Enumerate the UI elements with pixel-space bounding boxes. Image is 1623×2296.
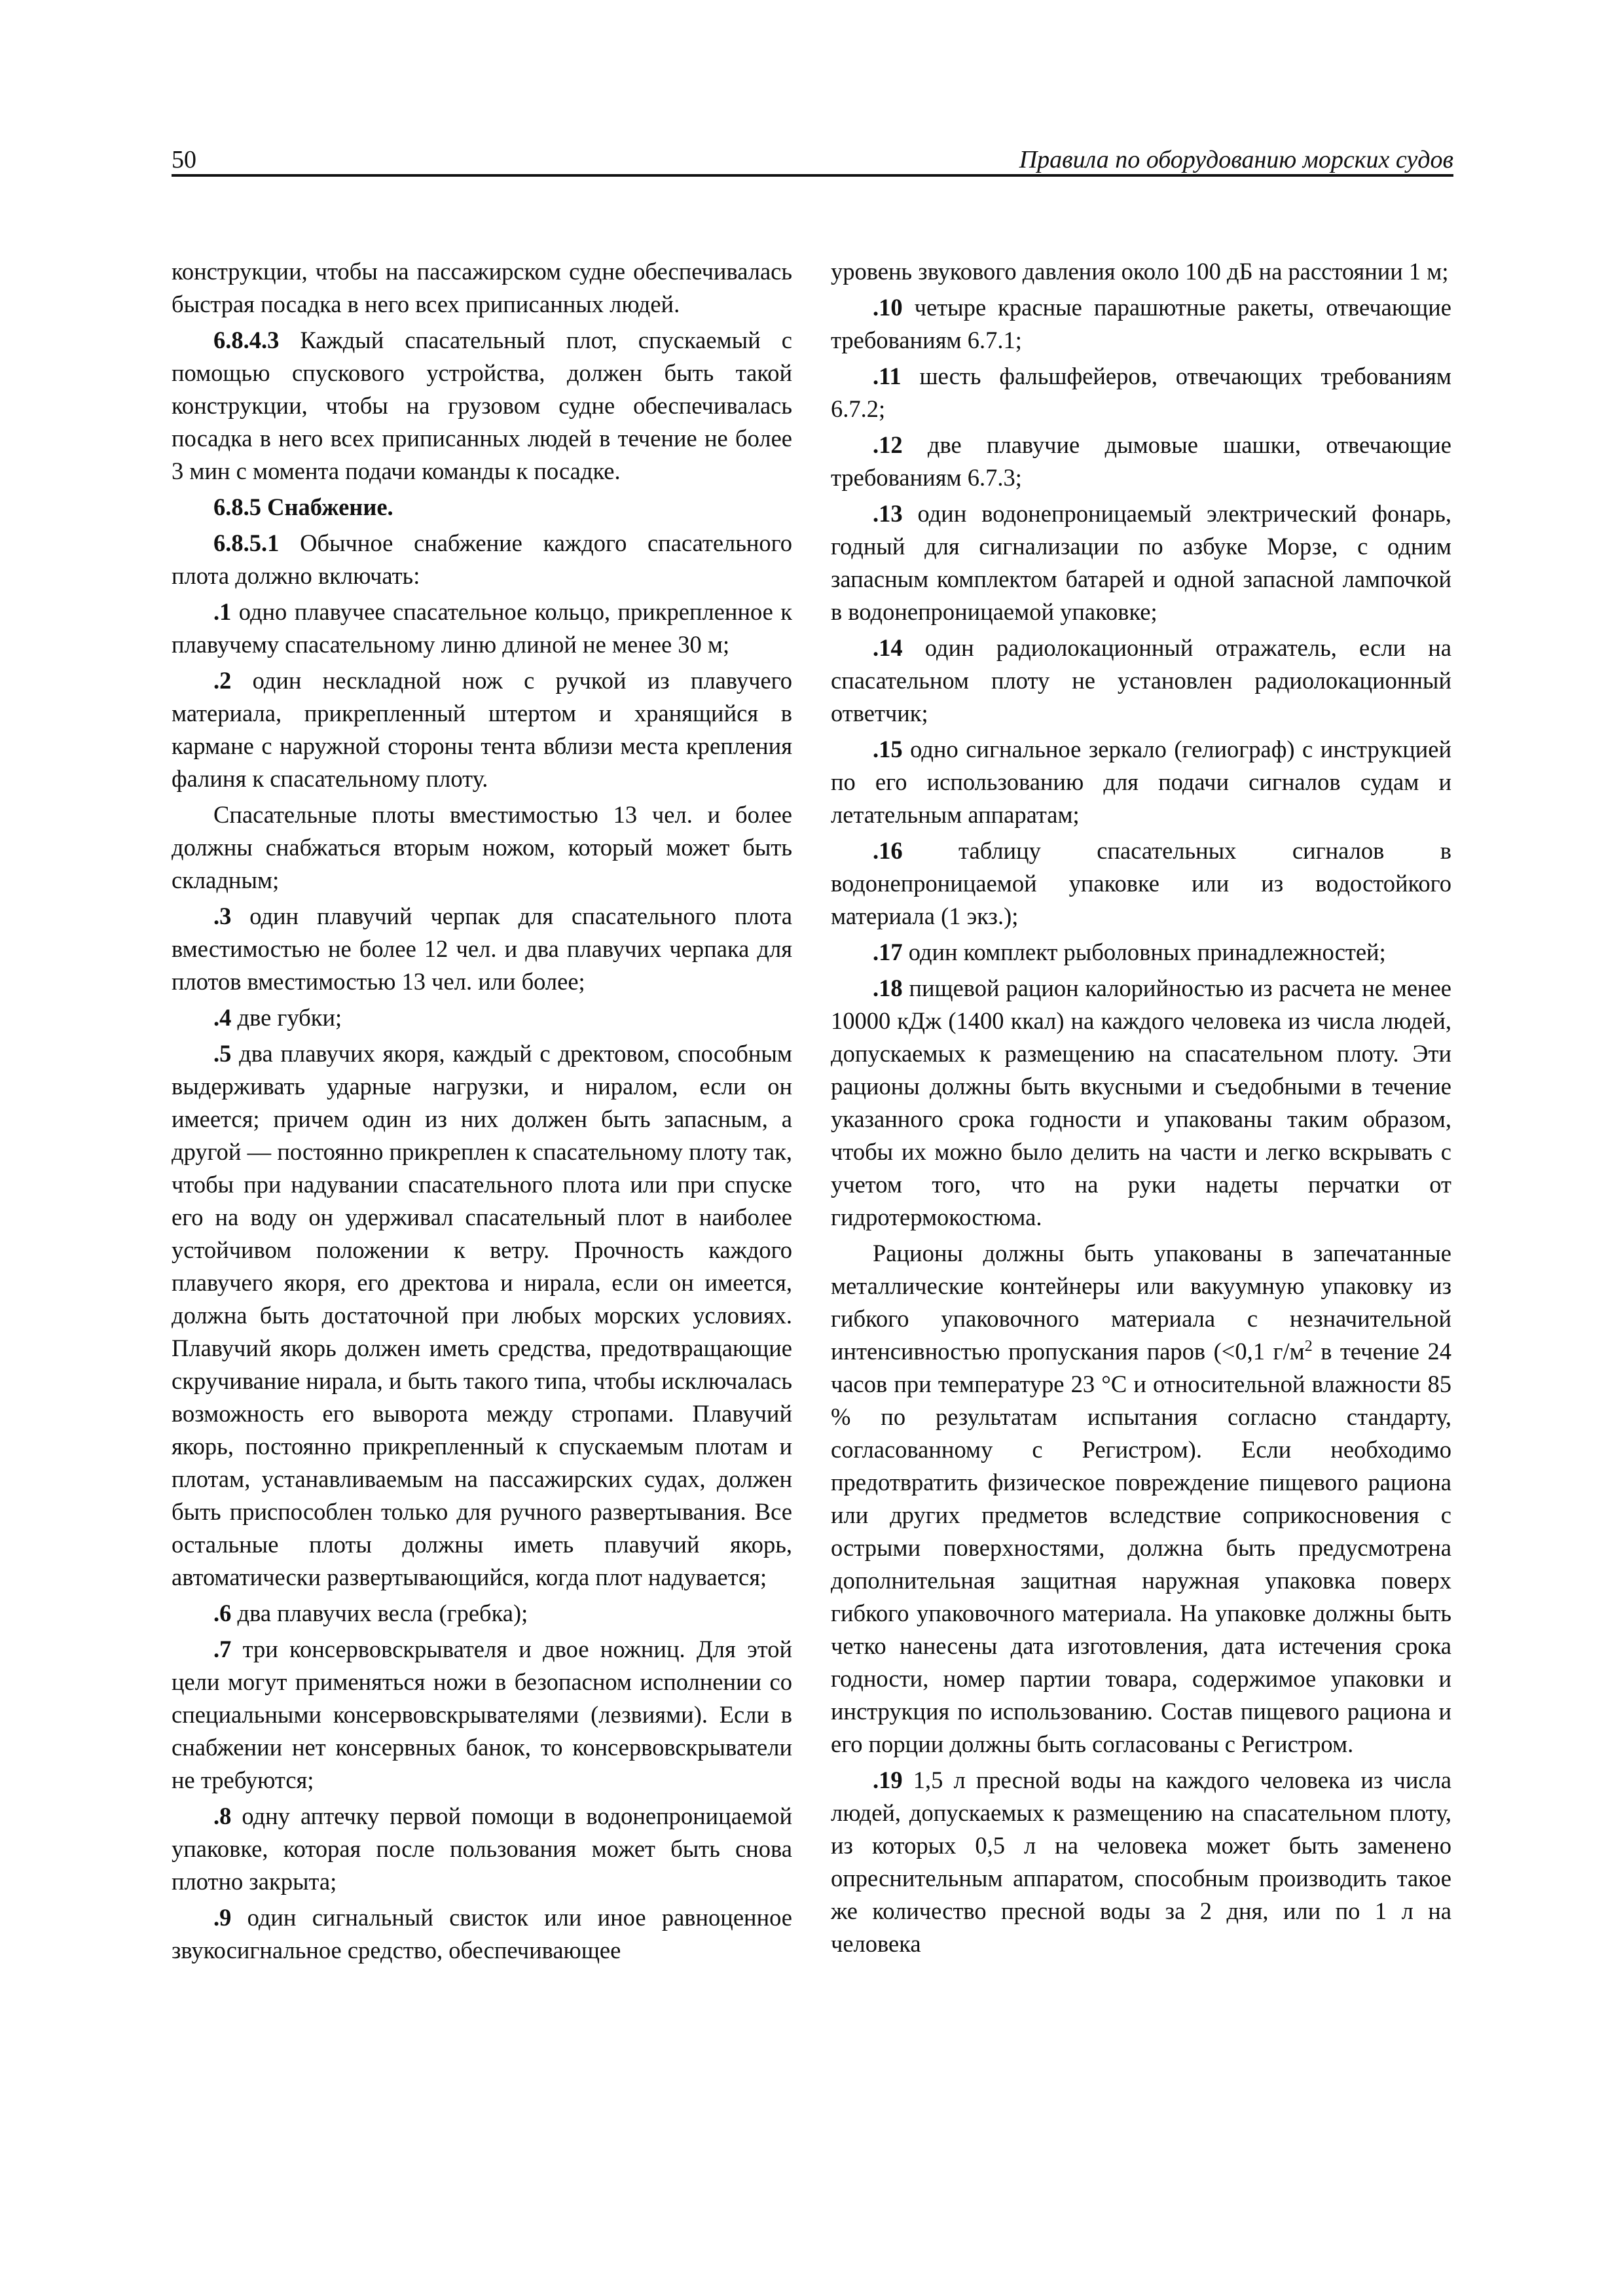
item-number: .3 <box>213 903 232 929</box>
running-title: Правила по оборудованию морских судов <box>1019 146 1453 173</box>
list-item-7 <box>172 1633 792 1797</box>
item-text: таблицу спасательных сигналов в водонепроницаемой упаковке или из водостойкого материала (1 экз.); <box>831 837 1451 929</box>
item-number: .6 <box>213 1600 232 1626</box>
item-text: шесть фальшфейеров, отвечающих требованиям 6.7.2; <box>831 363 1451 422</box>
item-number: .10 <box>873 294 903 321</box>
paragraph-second-knife: Спасательные плоты вместимостью 13 чел. и более должны снабжаться вторым ножом, который может быть складным; <box>172 801 792 893</box>
list-item-3 <box>172 900 792 998</box>
clause-number: 6.8.5.1 <box>213 529 280 556</box>
item-number: .18 <box>873 975 903 1001</box>
item-text: два плавучих весла (гребка); <box>231 1600 528 1626</box>
item-number: .9 <box>213 1904 232 1931</box>
item-text: один водонепроницаемый электрический фонарь, годный для сигнализации по азбуке Морзе, с одним запасным комплектом батарей и одной запасной лампочкой в водонепроницаемой упаковке; <box>831 500 1451 625</box>
clause-number: 6.8.4.3 <box>213 327 280 353</box>
list-item-14 <box>831 632 1451 730</box>
item-text: две губки; <box>231 1004 342 1031</box>
item-text: пищевой рацион калорийностью из расчета не менее 10000 кДж (1400 ккал) на каждого человека из числа людей, допускаемых к размещению на спасательном плоту. Эти рационы должны быть вкусными и съедобными в течение указанного срока годности и упакованы таким образом, чтобы их можно было делить на части и легко вскрывать с учетом того, что на руки надеты перчатки от гидротермокостюма. <box>831 975 1451 1230</box>
paragraph-6-8-4-3 <box>172 324 792 488</box>
item-number: .7 <box>213 1636 232 1662</box>
item-text: одно плавучее спасательное кольцо, прикрепленное к плавучему спасательному линю длиной не менее 30 м; <box>172 598 792 658</box>
list-item-18 <box>831 972 1451 1234</box>
list-item-15 <box>831 733 1451 831</box>
clause-text: Обычное снабжение каждого спасательного плота должно включать: <box>172 529 792 589</box>
list-item-2 <box>172 664 792 795</box>
running-header <box>172 143 1453 177</box>
list-item-10 <box>831 291 1451 357</box>
clause-text: Каждый спасательный плот, спускаемый с помощью спускового устройства, должен быть такой конструкции, чтобы на грузовом судне обеспечивалась посадка в него всех приписанных людей в течение не более 3 мин с момента подачи команды к посадке. <box>172 327 792 484</box>
paragraph-6-8-5-1 <box>172 527 792 592</box>
rations-text-a: Рационы должны быть упакованы в запечатанные металлические контейнеры или вакуумную упаковку из гибкого упаковочного материала с незначительной интенсивностью пропускания паров (<0,1 г/м <box>831 1240 1451 1365</box>
item-number: .15 <box>873 736 903 762</box>
item-text: один нескладной нож с ручкой из плавучего материала, прикрепленный штертом и хранящийся в кармане с наружной стороны тента вблизи места крепления фалиня к спасательному плоту. <box>172 667 792 792</box>
item-text: один сигнальный свисток или иное равноценное звукосигнальное средство, обеспечивающее <box>172 1904 792 1964</box>
item-text: два плавучих якоря, каждый с дректовом, способным выдерживать ударные нагрузки, и ниралом, если он имеется; причем один из них должен быть запасным, а другой — постоянно прикреплен к спасательному плоту так, чтобы при надувании спасательного плота или при спуске его на воду он удерживал спасательный плот в наиболее устойчивом положении к ветру. Прочность каждого плавучего якоря, его дректова и нирала, если он имеется, должна быть достаточной при любых морских условиях. Плавучий якорь должен иметь средства, предотвращающие скручивание нирала, и быть такого типа, чтобы исключалась возможность его выворота между стропами. Плавучий якорь, постоянно прикрепленный к спускаемым плотам и плотам, устанавливаемым на пассажирских судах, должен быть приспособлен только для ручного развертывания. Все остальные плоты должны иметь плавучий якорь, автоматически развертывающийся, когда плот надувается; <box>172 1040 792 1590</box>
page-number: 50 <box>172 146 196 173</box>
list-item-8 <box>172 1800 792 1898</box>
item-number: .19 <box>873 1767 903 1793</box>
right-column <box>831 255 1451 1964</box>
paragraph-continuation: конструкции, чтобы на пассажирском судне обеспечивалась быстрая посадка в него всех приписанных людей. <box>172 258 792 317</box>
list-item-12 <box>831 429 1451 494</box>
paragraph-continuation: уровень звукового давления около 100 дБ на расстоянии 1 м; <box>831 258 1449 285</box>
item-text: две плавучие дымовые шашки, отвечающие требованиям 6.7.3; <box>831 431 1451 491</box>
superscript-2: 2 <box>1304 1337 1313 1355</box>
item-text: четыре красные парашютные ракеты, отвечающие требованиям 6.7.1; <box>831 294 1451 353</box>
item-number: .4 <box>213 1004 232 1031</box>
rations-text-b: в течение 24 часов при температуре 23 °С и относительной влажности 85 % по результатам испытания согласно стандарту, согласованному с Регистром). Если необходимо предотвратить физическое повреждение пищевого рациона или других предметов вследствие соприкосновения с острыми поверхностями, должна быть предусмотрена дополнительная защитная наружная упаковка поверх гибкого упаковочного материала. На упаковке должны быть четко нанесены дата изготовления, дата истечения срока годности, номер партии товара, содержимое упаковки и инструкция по использованию. Состав пищевого рациона и его порции должны быть согласованы с Регистром. <box>831 1338 1451 1757</box>
item-number: .11 <box>873 363 902 389</box>
item-number: .8 <box>213 1803 232 1829</box>
item-number: .14 <box>873 634 903 661</box>
item-number: .1 <box>213 598 232 625</box>
item-text: 1,5 л пресной воды на каждого человека из числа людей, допускаемых к размещению на спасательном плоту, из которых 0,5 л на человека может быть заменено опреснительным аппаратом, способным производить такое же количество пресной воды за 2 дня, или по 1 л на человека <box>831 1767 1451 1957</box>
item-number: .13 <box>873 500 903 527</box>
paragraph-rations-packaging <box>831 1237 1451 1761</box>
item-number: .2 <box>213 667 232 694</box>
list-item-17 <box>831 936 1451 969</box>
list-item-4 <box>172 1001 792 1034</box>
list-item-5 <box>172 1037 792 1594</box>
list-item-9 <box>172 1901 792 1967</box>
list-item-6 <box>172 1597 792 1630</box>
item-number: .17 <box>873 939 903 965</box>
item-text: одно сигнальное зеркало (гелиограф) с инструкцией по его использованию для подачи сигналов судам и летательным аппаратам; <box>831 736 1451 828</box>
list-item-1 <box>172 596 792 661</box>
item-text: один радиолокационный отражатель, если на спасательном плоту не установлен радиолокационный ответчик; <box>831 634 1451 726</box>
list-item-19 <box>831 1764 1451 1960</box>
item-text: один плавучий черпак для спасательного плота вместимостью не более 12 чел. и два плавучих черпака для плотов вместимостью 13 чел. или более; <box>172 903 792 995</box>
item-text: одну аптечку первой помощи в водонепроницаемой упаковке, которая после пользования может быть снова плотно закрыта; <box>172 1803 792 1895</box>
item-number: .12 <box>873 431 903 458</box>
list-item-11 <box>831 360 1451 425</box>
item-number: .5 <box>213 1040 232 1067</box>
item-number: .16 <box>873 837 903 864</box>
left-column <box>172 255 792 1970</box>
section-heading-6-8-5: 6.8.5 Снабжение. <box>213 493 393 520</box>
header-rule <box>172 174 1453 177</box>
list-item-13 <box>831 497 1451 628</box>
item-text: один комплект рыболовных принадлежностей; <box>902 939 1386 965</box>
item-text: три консервовскрывателя и двое ножниц. Для этой цели могут применяться ножи в безопасном исполнении со специальными консервовскрывателями (лезвиями). Если в снабжении нет консервных банок, то консервовскрыватели не требуются; <box>172 1636 792 1793</box>
list-item-16 <box>831 834 1451 933</box>
